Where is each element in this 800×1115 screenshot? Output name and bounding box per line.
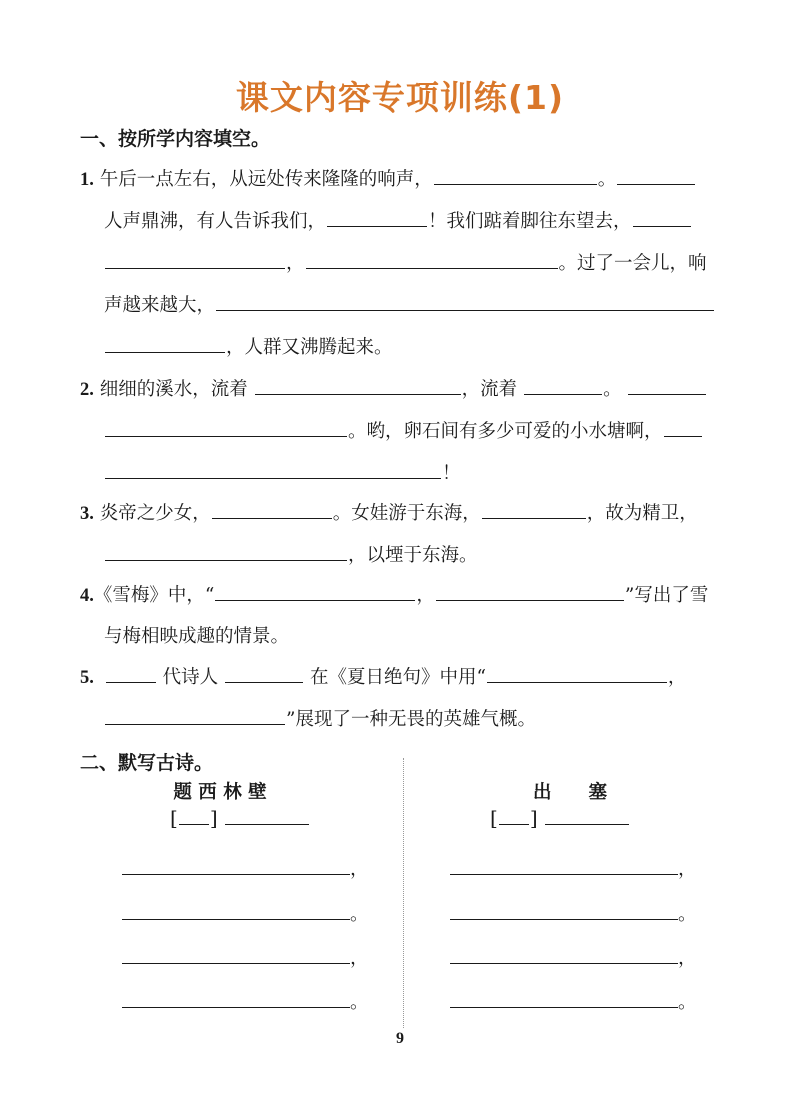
dynasty-blank[interactable]: [499, 806, 529, 825]
question-text: 。: [603, 379, 622, 400]
author-blank[interactable]: [545, 806, 629, 825]
question-text: ，: [416, 585, 435, 606]
poem-line-blank[interactable]: [122, 856, 350, 875]
question-number: 1.: [80, 170, 94, 190]
question-number: 5.: [80, 668, 94, 688]
question-1-line-3: [104, 250, 707, 276]
question-text: 与梅相映成趣的情景。: [104, 626, 290, 647]
answer-blank[interactable]: [327, 208, 427, 227]
right-poem-line-1: [450, 855, 697, 881]
question-3-line-2: [104, 542, 478, 568]
right-poem-line-3: [450, 944, 697, 970]
question-text: 声越来越大，: [104, 295, 216, 316]
poem-punct: ，: [678, 948, 697, 969]
question-1-line-1: [80, 166, 696, 192]
question-text: 人声鼎沸，有人告诉我们，: [104, 211, 327, 232]
question-3-line-1: [80, 500, 698, 526]
question-number: 3.: [80, 504, 94, 524]
answer-blank[interactable]: [617, 166, 695, 185]
left-poem-line-2: [122, 900, 369, 926]
question-text: ”展现了一种无畏的英雄气概。: [286, 709, 536, 730]
answer-blank[interactable]: [434, 166, 597, 185]
question-1-line-5: [104, 334, 393, 360]
question-number: 2.: [80, 380, 94, 400]
answer-blank[interactable]: [225, 664, 303, 683]
answer-blank[interactable]: [524, 376, 602, 395]
answer-blank[interactable]: [482, 500, 586, 519]
question-text: 炎帝之少女，: [99, 503, 211, 524]
poem-line-blank[interactable]: [122, 945, 350, 964]
question-1-line-4: [104, 292, 715, 318]
question-text: 。哟，卵石间有多少可爱的小水塘啊，: [348, 421, 663, 442]
right-poem-author-row: [490, 806, 630, 830]
poem-punct: ，: [350, 948, 369, 969]
page-number: 9: [396, 1030, 404, 1047]
question-text: 。女娃游于东海，: [332, 503, 481, 524]
poem-punct: 。: [350, 992, 369, 1013]
answer-blank[interactable]: [664, 418, 702, 437]
bracket-open: [: [490, 806, 498, 830]
section-heading-poems: 二、默写古诗。: [80, 752, 214, 774]
poem-punct: ，: [350, 859, 369, 880]
answer-blank[interactable]: [105, 542, 347, 561]
question-4-line-2: [104, 624, 289, 650]
answer-blank[interactable]: [216, 292, 714, 311]
left-poem-line-1: [122, 855, 369, 881]
author-blank[interactable]: [225, 806, 309, 825]
question-text: ！: [442, 463, 461, 484]
bracket-close: ]: [529, 806, 538, 830]
question-text: ，以堙于东海。: [348, 545, 478, 566]
poem-line-blank[interactable]: [122, 901, 350, 920]
answer-blank[interactable]: [215, 582, 415, 601]
question-text: ，流着: [461, 379, 518, 400]
answer-blank[interactable]: [628, 376, 706, 395]
answer-blank[interactable]: [306, 250, 558, 269]
question-2-line-1: [80, 376, 707, 402]
right-poem-line-2: [450, 900, 697, 926]
left-poem-line-4: [122, 988, 369, 1014]
question-text: ，: [286, 253, 305, 274]
poem-punct: 。: [678, 992, 697, 1013]
question-text: 。: [597, 169, 617, 190]
question-text: 代诗人: [162, 667, 219, 688]
answer-blank[interactable]: [212, 500, 332, 519]
section-heading-fill-in: 一、按所学内容填空。: [80, 128, 271, 150]
poem-line-blank[interactable]: [122, 989, 350, 1008]
question-text: ，故为精卫，: [586, 503, 698, 524]
question-number: 4.: [80, 586, 94, 606]
poem-punct: 。: [350, 904, 369, 925]
right-poem-line-4: [450, 988, 697, 1014]
poem-punct: ，: [678, 859, 697, 880]
answer-blank[interactable]: [105, 460, 441, 479]
right-poem-title: 出 塞: [532, 782, 607, 803]
answer-blank[interactable]: [255, 376, 461, 395]
poem-line-blank[interactable]: [450, 989, 678, 1008]
answer-blank[interactable]: [105, 334, 225, 353]
question-text: 午后一点左右，从远处传来隆隆的响声，: [99, 169, 433, 190]
poem-line-blank[interactable]: [450, 945, 678, 964]
answer-blank[interactable]: [487, 664, 667, 683]
answer-blank[interactable]: [436, 582, 624, 601]
answer-blank[interactable]: [633, 208, 691, 227]
answer-blank[interactable]: [105, 706, 285, 725]
question-text: ，: [667, 667, 687, 688]
question-5-line-2: [104, 706, 536, 732]
poem-line-blank[interactable]: [450, 901, 678, 920]
left-poem-line-3: [122, 944, 369, 970]
poem-line-blank[interactable]: [450, 856, 678, 875]
question-text: 细细的溪水，流着: [99, 379, 248, 400]
answer-blank[interactable]: [105, 250, 285, 269]
question-5-line-1: [80, 664, 686, 690]
question-4-line-1: [80, 582, 708, 608]
page-title: 课文内容专项训练(1): [235, 78, 565, 117]
question-2-line-3: [104, 460, 461, 486]
left-poem-title: 题 西 林 壁: [173, 782, 267, 803]
question-1-line-2: [104, 208, 692, 234]
question-text: 在《夏日绝句》中用“: [309, 667, 486, 688]
question-text: 《雪梅》中，“: [93, 585, 215, 606]
answer-blank[interactable]: [106, 664, 156, 683]
question-text: ”写出了雪: [624, 585, 709, 606]
question-text: ，人群又沸腾起来。: [226, 337, 393, 358]
answer-blank[interactable]: [105, 418, 347, 437]
column-divider: [403, 758, 404, 1028]
left-poem-author-row: [170, 806, 310, 830]
dynasty-blank[interactable]: [179, 806, 209, 825]
bracket-close: ]: [209, 806, 218, 830]
question-2-line-2: [104, 418, 703, 444]
question-text: ！我们踮着脚往东望去，: [428, 211, 632, 232]
poem-punct: 。: [678, 904, 697, 925]
bracket-open: [: [170, 806, 178, 830]
question-text: 。过了一会儿，响: [558, 253, 707, 274]
